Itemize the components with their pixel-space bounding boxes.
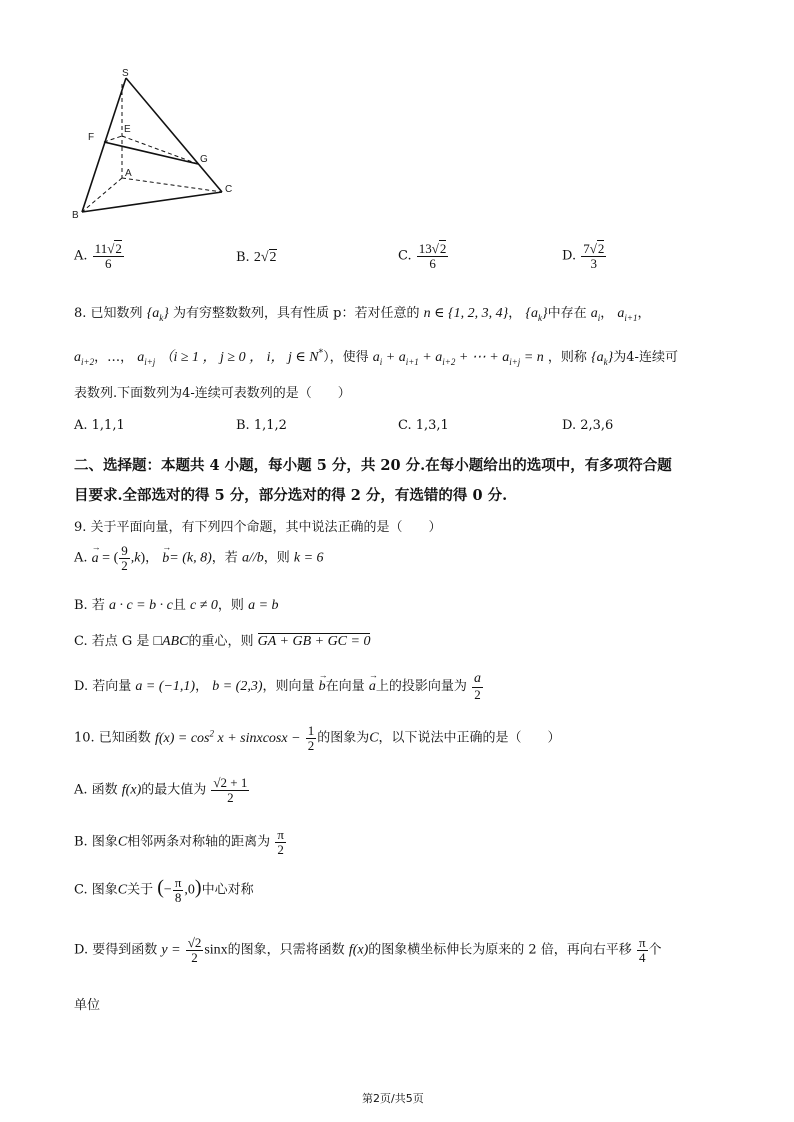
q8-option-c[interactable]: C. 1,3,1 [398,418,449,433]
q9-stem: 9. 关于平面向量，有下列四个命题，其中说法正确的是（ ） [74,520,442,535]
q8-option-a[interactable]: A. 1,1,1 [74,418,125,433]
section2-heading-line2: 目要求.全部选对的得 5 分，部分选对的得 2 分，有选错的得 0 分. [74,487,508,504]
section2-heading-line1: 二、选择题：本题共 4 小题，每小题 5 分，共 20 分.在每小题给出的选项中，有多项符合题 [74,457,672,474]
label-C: C [225,184,233,195]
pyramid-figure [70,66,250,226]
label-F: F [88,132,95,143]
q9-option-a[interactable]: A. → a = ( $\frac{9}{2}$ ,k)， → b= (k, 8)，若 a//b，则 k = 6 [74,544,324,572]
label-B: B [72,210,79,221]
label-G: G [200,154,208,165]
q10-option-d-line2: 单位 [74,998,101,1013]
label-S: S [122,68,129,79]
q8-line2: $a_{i+2}$，…， $a_{i+j}$ （i ≥ 1 ， j ≥ 0 ， i， j ∈ N*），使得 $a_i + a_{i+1} + a_{i+2}$ + ⋯ + $a_{i+j} = n$ ，则称 $\{a_k\}$为4-连续可 [74,348,678,367]
q8-line3: 表数列.下面数列为4-连续可表数列的是（ ） [74,386,351,401]
q10-stem: 10. 已知函数 $f(x) = \cos^2 x$ + sinxcosx − $\frac{1}{2}$ 的图象为C，以下说法中正确的是（ ） [74,723,561,753]
q9-option-c[interactable]: C. 若点 G 是 □ABC的重心，则 GA + GB + GC = 0 [74,634,371,649]
q10-option-a[interactable]: A. 函数 f(x)的最大值为 $\frac{√2 + 1}{2}$ [74,775,248,805]
q9-option-d[interactable]: D. 若向量 a = (−1,1)， b = (2,3)，则向量 → b在向量 → a上的投影向量为 $\frac{a}{2}$ [74,672,484,701]
q10-option-c[interactable]: C. 图象C关于 (− $\frac{\pi}{8}$ ,0)中心对称 [74,875,254,905]
q10-option-b[interactable]: B. 图象C相邻两条对称轴的距离为 $\frac{\pi}{2}$ [74,827,284,857]
q7-option-d[interactable]: D. $\frac{7√2}{3}$ [562,241,605,271]
q8-line1: 8. 已知数列 $\{a_k\}$ 为有穷整数数列，具有性质 p：若对任意的 n ∈ {1, 2, 3, 4}， $\{a_k\}$中存在 $a_i$， $a_{i+1}$， [74,306,651,323]
q9-option-b[interactable]: B. 若 a · c = b · c且 c ≠ 0，则 a = b [74,598,279,613]
page-number: 第2页/共5页 [362,1092,424,1105]
q7-option-b[interactable]: B. 2√2 [236,250,277,265]
q7-option-c[interactable]: C. $\frac{13√2}{6}$ [398,241,447,271]
label-A: A [125,168,132,179]
q8-option-b[interactable]: B. 1,1,2 [236,418,287,433]
label-E: E [124,124,131,135]
q7-option-a[interactable]: A. $\frac{11√2}{6}$ [74,241,122,271]
q8-option-d[interactable]: D. 2,3,6 [562,418,614,433]
q10-option-d[interactable]: D. 要得到函数 y = $\frac{√2}{2}$ sinx的图象，只需将函数 f(x)的图象横坐标伸长为原来的 2 倍，再向右平移 $\frac{\pi}{4}$ 个 [74,935,662,965]
